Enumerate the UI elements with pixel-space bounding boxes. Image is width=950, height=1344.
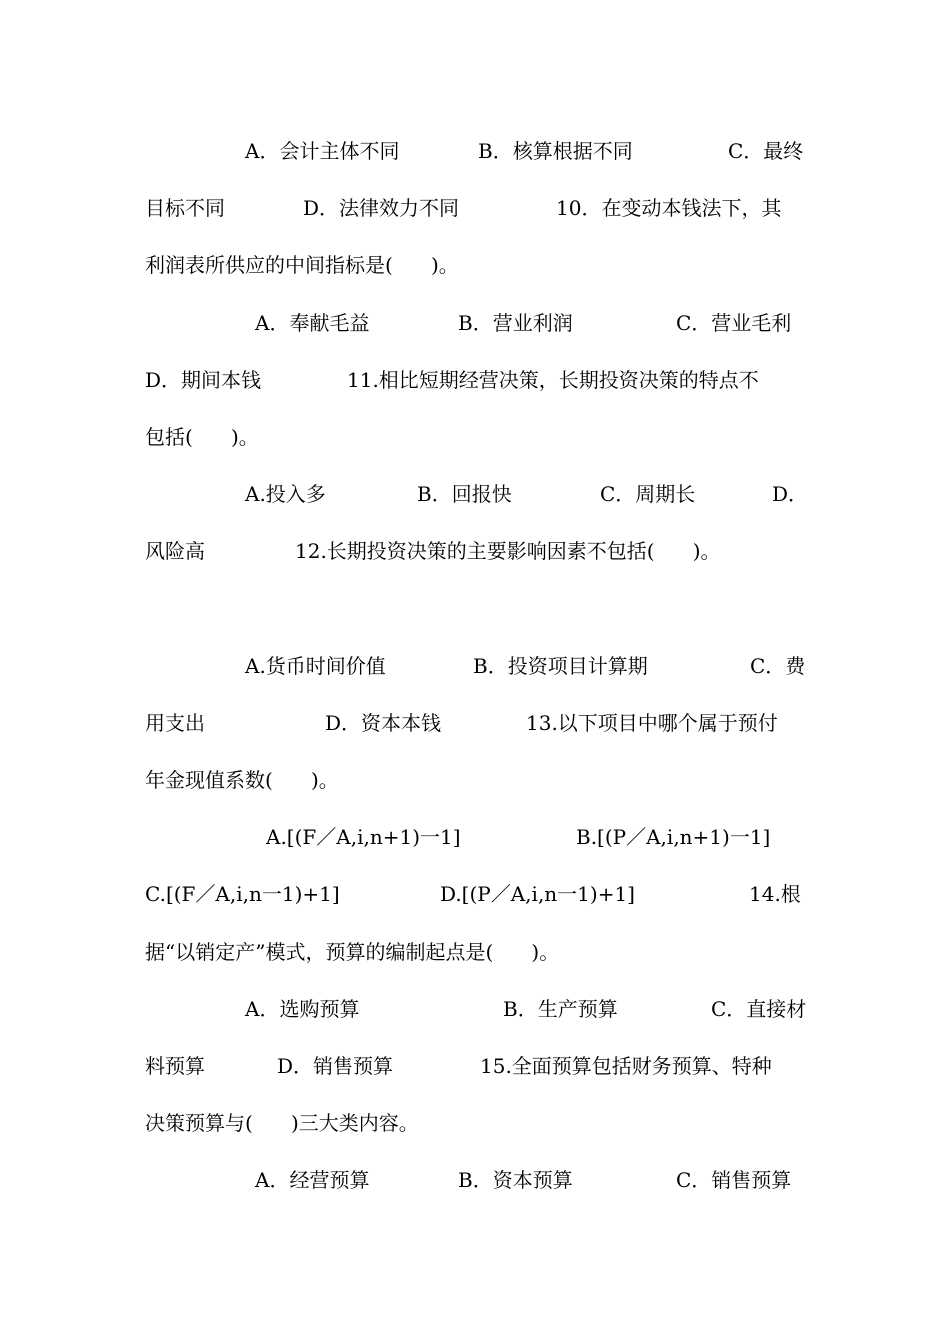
option-a: A.[(F／A,i,n+1)一1]: [266, 825, 461, 849]
question-15: 15.全面预算包括财务预算、特种: [480, 1054, 772, 1078]
text-segment: 用支出: [145, 711, 205, 735]
option-b: B．资本预算: [458, 1168, 573, 1192]
option-c: C．最终: [728, 139, 804, 163]
text-line: [145, 420, 810, 454]
option-d: D．资本本钱: [325, 711, 442, 735]
text-segment: 决策预算与( )三大类内容。: [145, 1111, 419, 1135]
option-d: D．: [772, 482, 809, 506]
option-a: A.货币时间价值: [245, 654, 386, 678]
option-c: C．销售预算: [676, 1168, 792, 1192]
question-13: 13.以下项目中哪个属于预付: [526, 711, 778, 735]
question-14: 14.根: [749, 882, 801, 906]
option-c: C．营业毛利: [676, 311, 792, 335]
option-b: B．核算根据不同: [478, 139, 633, 163]
text-segment: 包括( )。: [145, 425, 259, 449]
option-d: D．法律效力不同: [303, 196, 460, 220]
option-a: A．选购预算: [245, 997, 360, 1021]
option-a: A．会计主体不同: [245, 139, 400, 163]
option-c: C．周期长: [600, 482, 696, 506]
option-a: A.投入多: [245, 482, 326, 506]
question-12: 12.长期投资决策的主要影响因素不包括( )。: [295, 539, 721, 563]
text-line: [145, 935, 810, 969]
text-line: [145, 763, 810, 797]
question-10: 10．在变动本钱法下，其: [556, 196, 782, 220]
text-line: [145, 306, 810, 340]
option-b: B．回报快: [417, 482, 512, 506]
option-b: B．生产预算: [503, 997, 618, 1021]
text-segment: 利润表所供应的中间指标是( )。: [145, 253, 459, 277]
question-11: 11.相比短期经营决策，长期投资决策的特点不: [347, 368, 759, 392]
text-segment: 年金现值系数( )。: [145, 768, 339, 792]
text-line: [145, 1163, 810, 1197]
text-line: [145, 1106, 810, 1140]
option-b: B.[(P／A,i,n+1)一1]: [576, 825, 771, 849]
option-d: D.[(P／A,i,n一1)+1]: [440, 882, 635, 906]
text-line: [145, 820, 810, 854]
text-line: [145, 248, 810, 282]
text-segment: 风险高: [145, 539, 205, 563]
text-line: [145, 134, 810, 168]
option-b: B．营业利润: [458, 311, 573, 335]
option-b: B．投资项目计算期: [473, 654, 648, 678]
option-a: A．奉献毛益: [255, 311, 370, 335]
text-line: [145, 191, 810, 225]
text-line: [145, 534, 810, 568]
text-segment: 料预算: [145, 1054, 205, 1078]
text-line: [145, 477, 810, 511]
text-segment: 据“以销定产”模式，预算的编制起点是( )。: [145, 940, 560, 964]
text-segment: 目标不同: [145, 196, 225, 220]
text-line: [145, 992, 810, 1026]
option-c: C．费: [750, 654, 806, 678]
text-line: [145, 363, 810, 397]
text-line: [145, 1049, 810, 1083]
text-line: [145, 706, 810, 740]
text-line: [145, 649, 810, 683]
option-d: D．销售预算: [277, 1054, 394, 1078]
option-a: A．经营预算: [255, 1168, 370, 1192]
option-c: C．直接材: [711, 997, 807, 1021]
text-line: [145, 877, 810, 911]
option-d: D．期间本钱: [145, 368, 262, 392]
option-c: C.[(F／A,i,n一1)+1]: [145, 882, 340, 906]
